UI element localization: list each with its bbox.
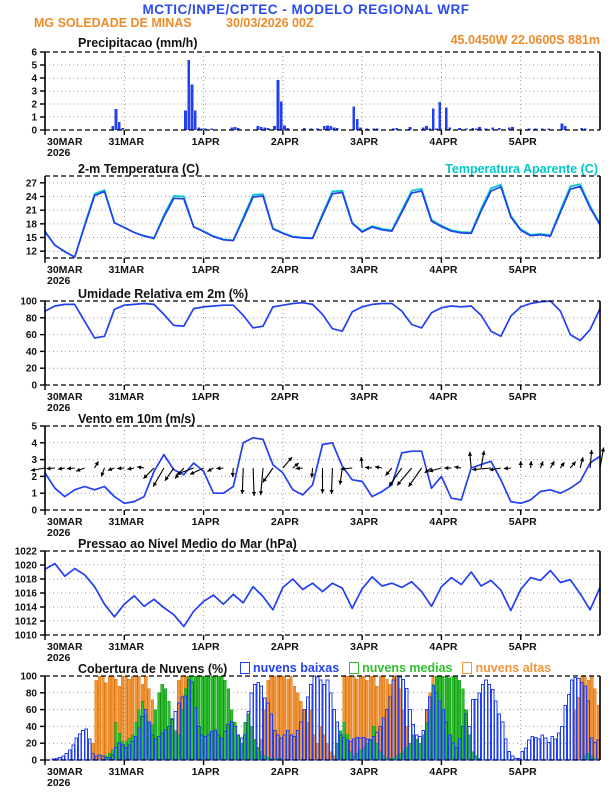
svg-text:21: 21 [25, 205, 37, 217]
model-title: MCTIC/INPE/CPTEC - MODELO REGIONAL WRF [142, 2, 470, 17]
panel-title-humidity: Umidade Relativa em 2m (%) [78, 287, 249, 301]
svg-text:1APR: 1APR [191, 516, 220, 528]
panel-title-wind: Vento em 10m (m/s) [78, 412, 196, 426]
svg-text:1APR: 1APR [191, 766, 220, 778]
svg-text:5APR: 5APR [508, 391, 537, 403]
svg-text:4APR: 4APR [429, 766, 458, 778]
svg-text:3: 3 [31, 86, 37, 98]
svg-text:60: 60 [25, 330, 37, 342]
station-name: MG SOLEDADE DE MINAS [34, 16, 192, 30]
svg-text:5: 5 [31, 60, 37, 72]
svg-text:24: 24 [25, 192, 37, 203]
svg-text:0: 0 [31, 755, 37, 767]
svg-text:80: 80 [25, 313, 37, 325]
svg-text:5APR: 5APR [508, 516, 537, 528]
panel-title-pressure: Pressao ao Nivel Medio do Mar (hPa) [78, 537, 297, 551]
svg-text:31MAR: 31MAR [108, 136, 145, 148]
svg-text:3APR: 3APR [350, 264, 379, 276]
svg-text:2026: 2026 [47, 527, 71, 539]
svg-text:3APR: 3APR [350, 391, 379, 403]
svg-text:2APR: 2APR [270, 516, 299, 528]
svg-text:1020: 1020 [14, 560, 37, 572]
svg-text:4APR: 4APR [429, 641, 458, 653]
svg-text:1: 1 [31, 488, 37, 500]
svg-text:100: 100 [20, 296, 37, 308]
svg-text:3APR: 3APR [350, 766, 379, 778]
svg-text:1APR: 1APR [191, 136, 220, 148]
svg-text:5: 5 [31, 421, 37, 433]
svg-text:4: 4 [31, 73, 37, 85]
svg-text:15: 15 [25, 233, 37, 244]
svg-text:20: 20 [25, 363, 37, 375]
svg-text:4APR: 4APR [429, 136, 458, 148]
svg-text:2026: 2026 [47, 275, 71, 287]
svg-text:30MAR: 30MAR [47, 391, 83, 403]
svg-text:4APR: 4APR [429, 264, 458, 276]
svg-text:1APR: 1APR [191, 391, 220, 403]
panel-title-precipitation: Precipitacao (mm/h) [78, 36, 198, 50]
svg-text:80: 80 [25, 688, 37, 700]
svg-text:30MAR: 30MAR [47, 516, 83, 528]
svg-text:2026: 2026 [47, 777, 71, 789]
svg-text:2026: 2026 [47, 147, 71, 159]
panel-title-clouds: Cobertura de Nuvens (%) [78, 662, 228, 676]
svg-text:2APR: 2APR [270, 136, 299, 148]
svg-text:30MAR: 30MAR [47, 264, 83, 276]
svg-text:27: 27 [25, 178, 37, 190]
svg-text:2: 2 [31, 99, 37, 111]
svg-text:1010: 1010 [14, 630, 37, 642]
svg-text:1014: 1014 [14, 602, 37, 614]
run-datetime: 30/03/2026 00Z [226, 16, 314, 30]
svg-text:1APR: 1APR [191, 264, 220, 276]
svg-text:30MAR: 30MAR [47, 136, 83, 148]
svg-text:1APR: 1APR [191, 641, 220, 653]
svg-text:31MAR: 31MAR [108, 641, 145, 653]
svg-text:4APR: 4APR [429, 516, 458, 528]
svg-text:2APR: 2APR [270, 391, 299, 403]
svg-text:31MAR: 31MAR [108, 264, 145, 276]
svg-text:6: 6 [31, 47, 37, 59]
svg-text:31MAR: 31MAR [108, 516, 145, 528]
svg-text:0: 0 [31, 125, 37, 137]
svg-text:1016: 1016 [14, 588, 37, 600]
svg-text:2: 2 [31, 471, 37, 483]
svg-text:60: 60 [25, 705, 37, 717]
legend-label-high-clouds: nuvens altas [475, 661, 552, 675]
svg-text:3APR: 3APR [350, 516, 379, 528]
svg-text:40: 40 [25, 346, 37, 358]
svg-text:2APR: 2APR [270, 264, 299, 276]
legend-label-low-clouds: nuvens baixas [253, 661, 340, 675]
svg-text:2026: 2026 [47, 402, 71, 414]
panel-title-temperature: 2-m Temperatura (C) [78, 162, 200, 176]
svg-text:1: 1 [31, 112, 37, 124]
svg-text:31MAR: 31MAR [108, 766, 145, 778]
svg-text:2026: 2026 [47, 652, 71, 664]
svg-text:5APR: 5APR [508, 766, 537, 778]
svg-text:3APR: 3APR [350, 641, 379, 653]
svg-text:5APR: 5APR [508, 136, 537, 148]
svg-text:18: 18 [25, 219, 37, 231]
svg-text:0: 0 [31, 380, 37, 392]
svg-text:30MAR: 30MAR [47, 766, 83, 778]
svg-text:0: 0 [31, 505, 37, 517]
svg-text:4: 4 [31, 438, 37, 450]
svg-text:30MAR: 30MAR [47, 641, 83, 653]
legend-label-mid-clouds: nuvens medias [362, 661, 453, 675]
svg-text:5APR: 5APR [508, 264, 537, 276]
svg-text:12: 12 [25, 246, 37, 258]
svg-text:100: 100 [20, 671, 37, 683]
svg-text:2APR: 2APR [270, 641, 299, 653]
svg-text:31MAR: 31MAR [108, 391, 145, 403]
svg-text:1012: 1012 [14, 616, 37, 628]
svg-text:3APR: 3APR [350, 136, 379, 148]
svg-text:2APR: 2APR [270, 766, 299, 778]
svg-text:20: 20 [25, 738, 37, 750]
svg-text:3: 3 [31, 455, 37, 467]
station-coordinates: 45.0450W 22.0600S 881m [450, 33, 600, 47]
svg-text:40: 40 [25, 721, 37, 733]
svg-text:4APR: 4APR [429, 391, 458, 403]
svg-text:5APR: 5APR [508, 641, 537, 653]
panel-title-apparent-temperature: Temperatura Aparente (C) [445, 162, 598, 176]
svg-text:1018: 1018 [14, 574, 37, 586]
svg-text:1022: 1022 [14, 546, 37, 558]
